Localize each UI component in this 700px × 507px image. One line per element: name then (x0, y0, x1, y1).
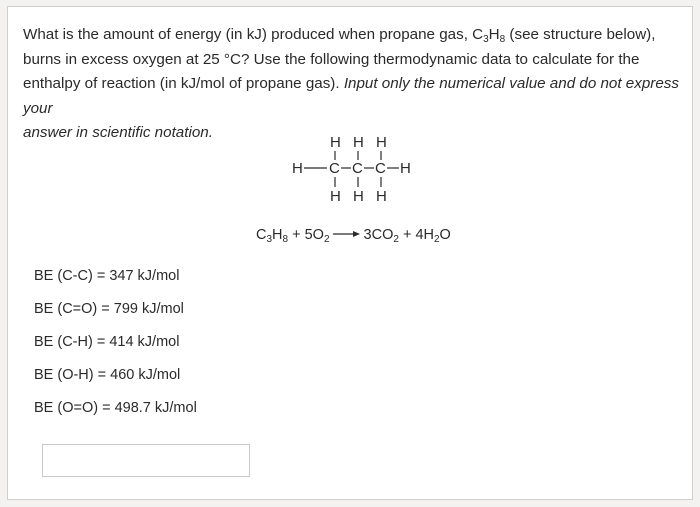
question-line-1-part-c: (see structure below), (505, 26, 656, 43)
eq-propane-h: H (272, 227, 283, 243)
atom-h-top-3: H (376, 134, 387, 151)
eq-propane-h-sub: 8 (282, 234, 289, 245)
question-subscript-3: 3 (483, 34, 489, 45)
question-subscript-8: 8 (499, 34, 506, 45)
reaction-arrow-icon (333, 227, 361, 243)
bond-energy-row: BE (O-H) = 460 kJ/mol (34, 367, 181, 383)
eq-water-sub: 2 (433, 234, 440, 245)
eq-oxygen: + 5O (288, 227, 324, 243)
atom-c3: C (375, 160, 386, 177)
atom-h-bottom-3: H (376, 188, 387, 205)
eq-water-h: + 4H (398, 227, 434, 243)
eq-oxygen-sub: 2 (323, 234, 330, 245)
atom-h-bottom-2: H (353, 188, 364, 205)
bond-energy-row: BE (C-C) = 347 kJ/mol (34, 268, 180, 284)
bond-energy-row: BE (O=O) = 498.7 kJ/mol (34, 400, 197, 416)
question-line-2: burns in excess oxygen at 25 °C? Use the following thermodynamic data to calculate for the (23, 50, 640, 68)
atom-h-bottom-1: H (330, 188, 341, 205)
question-line-3-normal: enthalpy of reaction (in kJ/mol of propane gas). (23, 75, 344, 92)
atom-h-top-2: H (353, 134, 364, 151)
atom-c1: C (329, 160, 340, 177)
question-line-3 (23, 72, 695, 121)
bond-energy-row: BE (C-H) = 414 kJ/mol (34, 334, 180, 350)
eq-co2: 3CO (363, 227, 394, 243)
combustion-equation (256, 227, 451, 243)
eq-propane-c-sub: 3 (266, 234, 273, 245)
answer-input[interactable] (42, 444, 250, 477)
atom-c2: C (352, 160, 363, 177)
bond-energy-list (34, 260, 197, 425)
propane-structure-svg (292, 133, 442, 215)
question-line-1 (23, 23, 695, 48)
eq-propane-c: C (256, 227, 267, 243)
atom-h-right: H (400, 160, 411, 177)
eq-water-o: O (439, 227, 451, 243)
eq-co2-sub: 2 (393, 234, 399, 245)
question-line-1-part-b: H (488, 26, 500, 43)
question-card (7, 6, 693, 500)
question-line-4: answer in scientific notation. (23, 124, 213, 141)
propane-structure (292, 133, 442, 215)
question-line-3-italic: Input only the numerical value and do not express your (23, 75, 679, 117)
question-text (23, 23, 695, 146)
bond-energy-row: BE (C=O) = 799 kJ/mol (34, 301, 184, 317)
atom-h-top-1: H (330, 134, 341, 151)
atom-h-left: H (292, 160, 303, 177)
question-line-1-part-a: What is the amount of energy (in kJ) produced when propane gas, C (23, 26, 484, 43)
